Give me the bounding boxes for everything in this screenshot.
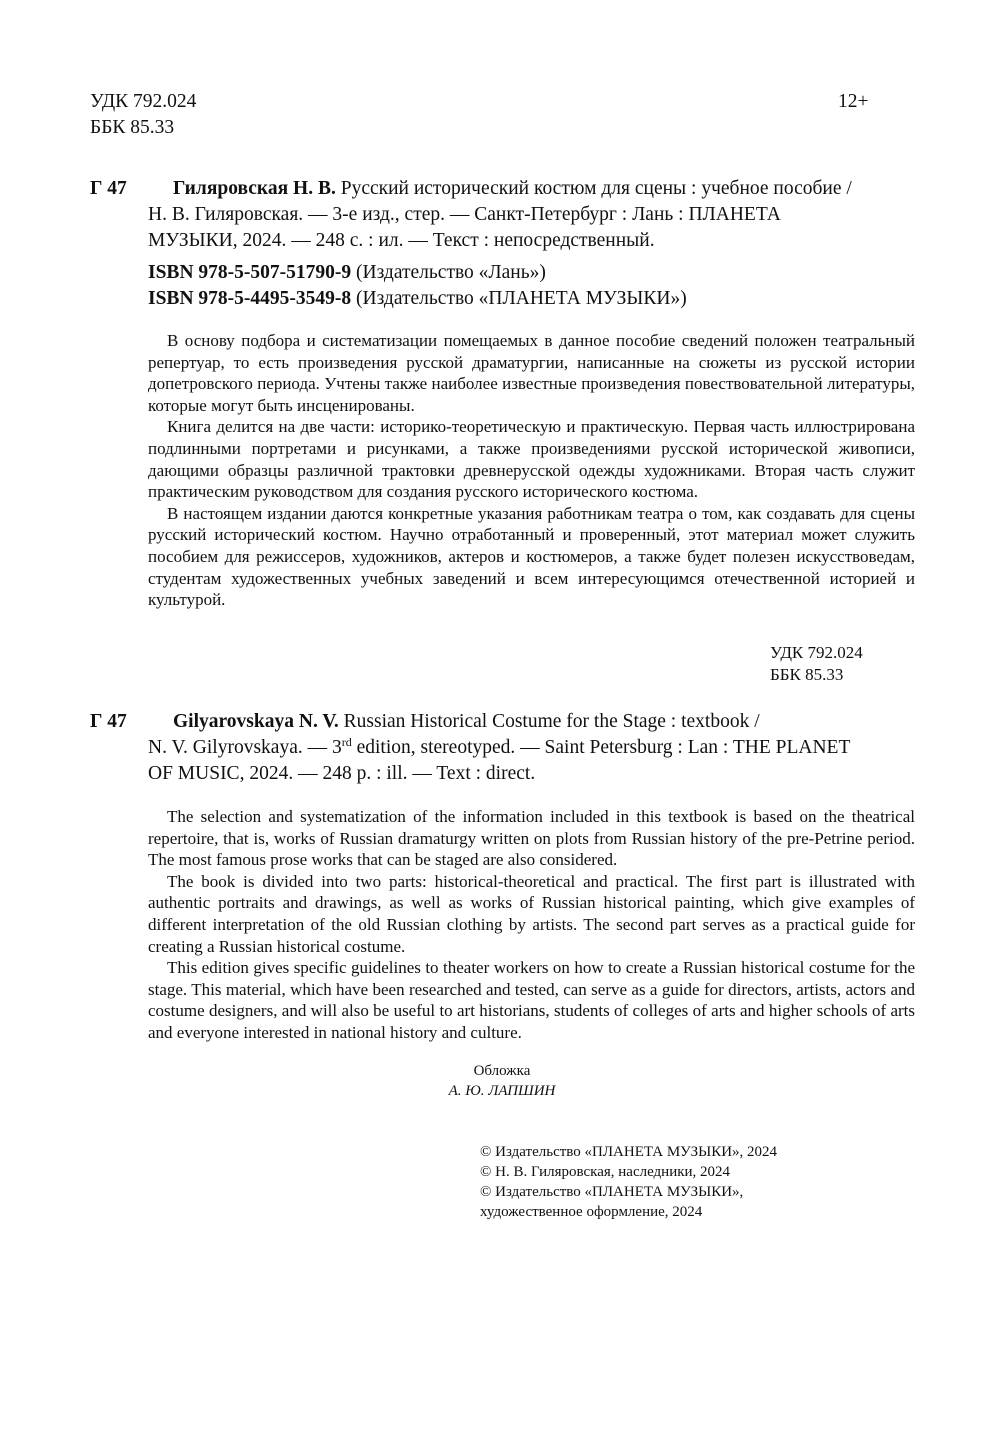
en-entry-line-2-start: N. V. Gilyrovskaya. — 3: [148, 737, 342, 758]
en-entry-line-2: [148, 735, 915, 761]
isbn-number: ISBN 978-5-507-51790-9: [148, 262, 352, 283]
copyright-line: © Издательство «ПЛАНЕТА МУЗЫКИ»,: [480, 1184, 744, 1200]
ru-abstract-paragraph: Книга делится на две части: историко-теоретическую и практическую. Первая часть иллюстрирована подлинными портретами и рисунками, а также произведениями русской исторической живописи, дающими образцы различной трактовки древнерусской одежды художниками. Вторая часть служит практическим руководством для создания русского исторического костюма.: [148, 417, 915, 502]
en-entry-code: Г 47: [90, 711, 127, 732]
cover-artist-name: А. Ю. ЛАПШИН: [448, 1083, 556, 1099]
isbn-line: [148, 260, 687, 286]
copyright-line: © Н. В. Гиляровская, наследники, 2024: [480, 1164, 731, 1180]
bbk-code: ББК 85.33: [90, 117, 175, 138]
isbn-block: [148, 260, 687, 312]
bbk-code-repeat: ББК 85.33: [770, 665, 844, 684]
isbn-line: [148, 286, 687, 312]
ru-abstract-paragraph: В основу подбора и систематизации помещаемых в данное пособие сведений положен театральный репертуар, то есть произведения русской драматургии, написанные на сюжеты из русской истории допетровского периода. Учтены также наиболее известные произведения повествовательной литературы, которые могут быть инсценированы.: [148, 331, 915, 415]
ru-entry-title: Русский исторический костюм для сцены : учебное пособие /: [335, 178, 852, 199]
en-entry-ordinal-suffix: rd: [341, 735, 352, 749]
en-abstract-paragraph: This edition gives specific guidelines to theater workers on how to create a Russian historical costume for the stage. This material, which have been researched and tested, can serve as a guide for directors, artists, actors and costume designers, and will also be useful to art historians, students of colleges of arts and higher schools of arts and everyone interested in national history and culture.: [148, 958, 915, 1042]
en-entry-author: Gilyarovskaya N. V.: [173, 711, 339, 732]
en-entry-line-2-end: edition, stereotyped. — Saint Petersburg : Lan : THE PLANET: [351, 737, 851, 758]
udk-code-repeat: УДК 792.024: [770, 643, 863, 662]
ru-bibliographic-entry: [148, 176, 915, 254]
isbn-publisher: (Издательство «Лань»): [351, 262, 546, 283]
copyright-line: художественное оформление, 2024: [480, 1204, 703, 1220]
en-entry-line-3: OF MUSIC, 2024. — 248 p. : ill. — Text : direct.: [148, 763, 536, 784]
udk-code: УДК 792.024: [90, 91, 197, 112]
ru-abstract: [148, 330, 915, 611]
en-entry-title: Russian Historical Costume for the Stage : textbook /: [338, 711, 760, 732]
ru-entry-line-3: МУЗЫКИ, 2024. — 248 с. : ил. — Текст : непосредственный.: [148, 230, 655, 251]
ru-entry-line-2: Н. В. Гиляровская. — 3-е изд., стер. — Санкт-Петербург : Лань : ПЛАНЕТА: [148, 204, 781, 225]
ru-entry-code: Г 47: [90, 178, 127, 199]
en-abstract: [148, 806, 915, 1044]
ru-abstract-paragraph: В настоящем издании даются конкретные указания работникам театра о том, как создавать для сцены русский исторический костюм. Научно отработанный и проверенный, этот материал может служить пособием для режиссеров, художников, актеров и костюмеров, а также будет полезен искусствоведам, студентам художественных учебных заведений и всем интересующимся отечественной историей и культурой.: [148, 503, 915, 610]
isbn-publisher: (Издательство «ПЛАНЕТА МУЗЫКИ»): [351, 288, 687, 309]
age-rating: 12+: [838, 91, 869, 112]
en-entry-line-1: [148, 709, 915, 735]
cover-credit-label: Обложка: [473, 1063, 531, 1079]
en-bibliographic-entry: [148, 709, 915, 787]
ru-entry-author: Гиляровская Н. В.: [173, 178, 336, 199]
en-abstract-paragraph: The book is divided into two parts: historical-theoretical and practical. The first part is illustrated with authentic portraits and drawings, as well as works of Russian historical painting, which give examples of different interpretation of the old Russian clothing by artists. The second part serves as a practical guide for creating a Russian historical costume.: [148, 871, 915, 956]
ru-entry-line-1: [148, 176, 915, 202]
copyright-block: [480, 1142, 777, 1222]
isbn-number: ISBN 978-5-4495-3549-8: [148, 288, 352, 309]
copyright-line: © Издательство «ПЛАНЕТА МУЗЫКИ», 2024: [480, 1144, 778, 1160]
en-abstract-paragraph: The selection and systematization of the information included in this textbook is based on the theatrical repertoire, that is, works of Russian dramaturgy written on plots from Russian history of the pre-Petrine period. The most famous prose works that can be staged are also considered.: [148, 807, 915, 870]
